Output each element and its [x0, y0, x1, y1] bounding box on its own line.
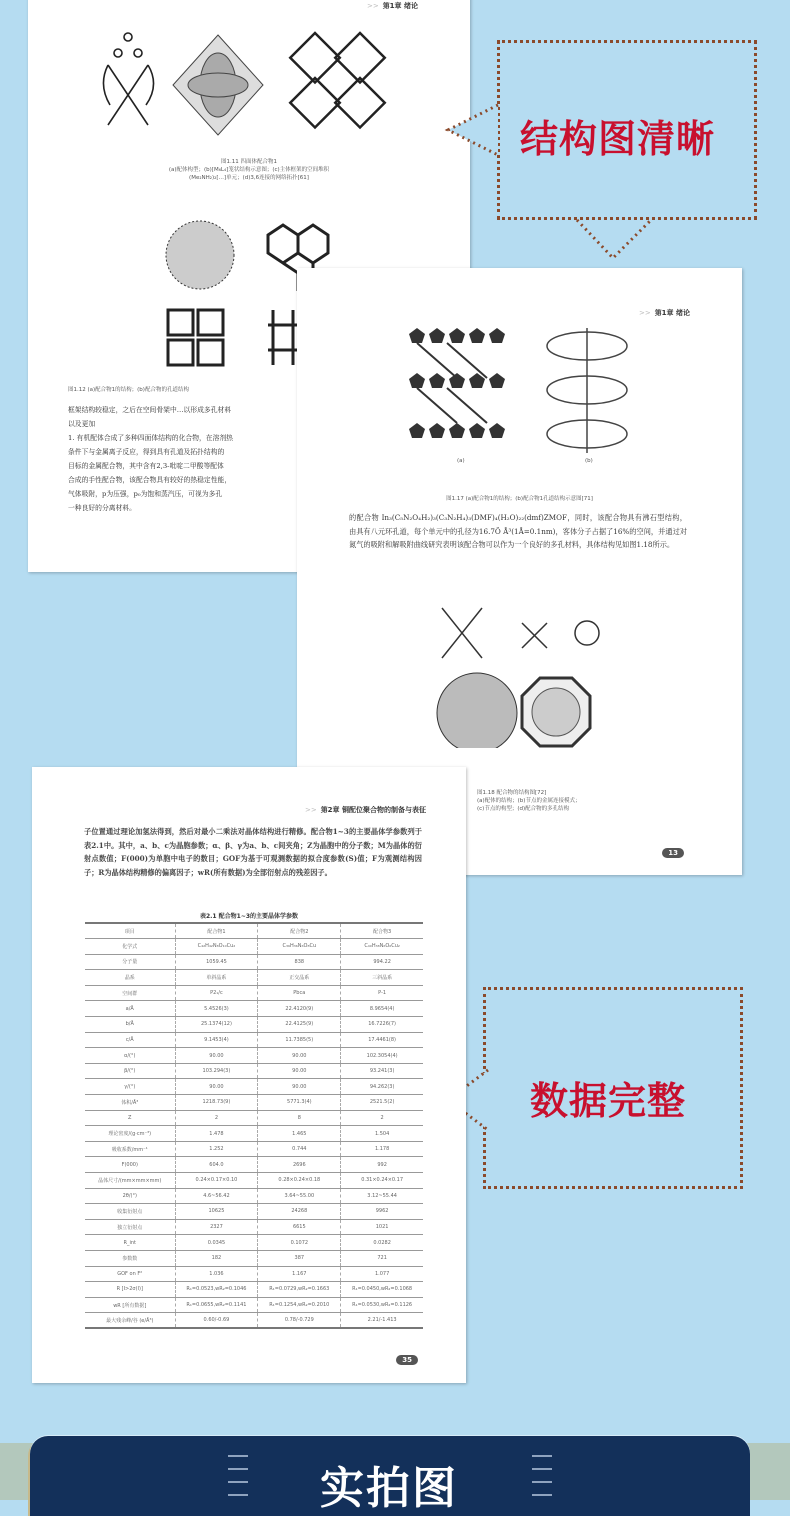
table-cell: 0.28×0.24×0.18	[258, 1173, 341, 1189]
structure-figure	[88, 25, 408, 145]
table-cell: 90.00	[258, 1079, 341, 1095]
table-cell: 3.12~55.44	[341, 1188, 423, 1204]
page-number: 35	[396, 1355, 418, 1365]
table-cell: 838	[258, 954, 341, 970]
table-row	[85, 954, 423, 970]
table-cell: 16.7226(7)	[341, 1017, 423, 1033]
table-cell: GOF on F²	[85, 1266, 175, 1282]
table-cell: 22.4120(9)	[258, 1001, 341, 1017]
table-cell: a/Å	[85, 1001, 175, 1017]
table-cell: 9962	[341, 1204, 423, 1220]
table-cell: 90.00	[175, 1079, 258, 1095]
table-cell: 化学式	[85, 939, 175, 955]
table-header-cell: 配合物1	[175, 923, 258, 939]
table-cell: 90.00	[258, 1048, 341, 1064]
table-row	[85, 1266, 423, 1282]
table-cell: R [I>2σ(I)]	[85, 1282, 175, 1298]
table-row	[85, 1110, 423, 1126]
banner-decor-right	[532, 1446, 552, 1500]
table-cell: 93.241(3)	[341, 1063, 423, 1079]
banner-decor-left	[228, 1446, 248, 1500]
table-cell: R_int	[85, 1235, 175, 1251]
table-row	[85, 1219, 423, 1235]
table-row	[85, 1297, 423, 1313]
table-cell: 1059.45	[175, 954, 258, 970]
table-cell: 994.22	[341, 954, 423, 970]
body-text: 框架结构较稳定，之后在空间骨架中…以形成多孔材料 以及更加 1. 有机配体合成了多种四面体结构的化合物，在溶剂热 条件下与金属离子反应，得到具有孔道及拓扑结构的 目标的金属配合物，其中含有2,3-吡啶二甲酸等配体 合成的手性配合物，该配合物具有较好的热稳定性能， 气体吸附，p为压强，p₀为饱和蒸汽压，可视为多孔 一种良好的分离材料。	[68, 406, 233, 512]
table-cell: 0.744	[258, 1141, 341, 1157]
table-cell: 25.1374(12)	[175, 1017, 258, 1033]
callout-pointer	[440, 100, 500, 160]
table-cell: 182	[175, 1250, 258, 1266]
table-cell: 1.504	[341, 1126, 423, 1142]
table-cell: 5771.3(4)	[258, 1095, 341, 1111]
table-cell: 3.64~55.00	[258, 1188, 341, 1204]
table-cell: 1.077	[341, 1266, 423, 1282]
table-cell: 992	[341, 1157, 423, 1173]
table-cell: 22.4125(9)	[258, 1017, 341, 1033]
table-cell: 1.478	[175, 1126, 258, 1142]
table-cell: 1.036	[175, 1266, 258, 1282]
crystal-data-table	[85, 922, 423, 1329]
table-cell: P-1	[341, 985, 423, 1001]
book-page-3	[32, 767, 466, 1383]
table-row	[85, 985, 423, 1001]
table-cell: 103.294(3)	[175, 1063, 258, 1079]
table-cell: 1021	[341, 1219, 423, 1235]
table-cell: R₁=0.0523,wR₂=0.1046	[175, 1282, 258, 1298]
figure-caption: 图1.17 (a)配合物1的结构；(b)配合物1孔道结构示意图[71]	[446, 496, 593, 502]
table-row	[85, 1235, 423, 1251]
table-title: 表2.1 配合物1~3的主要晶体学参数	[199, 913, 299, 920]
figure-caption: 图1.11 四面体配合物1 (a)配体构型；(b)[M₆L₄]笼状结构示意图；(c)主体框架的空间堆积 (Me₂NH₂)₂[…]单元；(d)3,6连接的网络拓扑[61]	[168, 159, 330, 181]
table-cell: 分子量	[85, 954, 175, 970]
table-cell: 2327	[175, 1219, 258, 1235]
table-cell: 17.4461(8)	[341, 1032, 423, 1048]
table-cell: 2θ/(°)	[85, 1188, 175, 1204]
figure-label-b: (b)	[585, 458, 593, 464]
table-header-cell: 配合物3	[341, 923, 423, 939]
table-row	[85, 1017, 423, 1033]
table-cell: 0.0282	[341, 1235, 423, 1251]
table-row	[85, 1141, 423, 1157]
table-cell: 0.0345	[175, 1235, 258, 1251]
table-cell: 90.00	[258, 1063, 341, 1079]
table-cell: 94.262(3)	[341, 1079, 423, 1095]
table-row	[85, 1157, 423, 1173]
table-cell: 0.31×0.24×0.17	[341, 1173, 423, 1189]
table-cell: 0.1072	[258, 1235, 341, 1251]
table-cell: c/Å	[85, 1032, 175, 1048]
callout-data-text: 数据完整	[530, 1079, 687, 1123]
table-cell: 90.00	[175, 1048, 258, 1064]
table-cell: wR [所有数据]	[85, 1297, 175, 1313]
table-cell: 8.9654(4)	[341, 1001, 423, 1017]
table-cell: R₁=0.0530,wR₂=0.1126	[341, 1297, 423, 1313]
table-cell: γ/(°)	[85, 1079, 175, 1095]
table-cell: F(000)	[85, 1157, 175, 1173]
table-row	[85, 1126, 423, 1142]
body-text: 子位置通过理论加氢法得到，然后对最小二乘法对晶体结构进行精修。配合物1~3的主要晶体学参数列于表2.1中。其中，a、b、c为晶胞参数；α、β、γ为a、b、c间夹角；Z为晶胞中的分子数；M为晶体的衍射点数值；F(000)为单胞中电子的数目；GOF为基于可观测数据的拟合度参数(S)值；F为观测结构因子；R为晶体结构精修的偏离因子；wR(所有数据)为全部衍射点的残差因子。	[84, 827, 422, 877]
table-row	[85, 1032, 423, 1048]
table-cell: 4.6~56.42	[175, 1188, 258, 1204]
table-row	[85, 1313, 423, 1329]
table-cell: 理论密度/(g·cm⁻³)	[85, 1126, 175, 1142]
table-cell: 0.24×0.17×0.10	[175, 1173, 258, 1189]
table-row	[85, 1282, 423, 1298]
table-row	[85, 939, 423, 955]
table-cell: 独立衍射点	[85, 1219, 175, 1235]
table-cell: 0.60/-0.69	[175, 1313, 258, 1329]
table-cell: C₄₀H₃₈N₆O₆Cu₂	[341, 939, 423, 955]
table-cell: b/Å	[85, 1017, 175, 1033]
table-row	[85, 1188, 423, 1204]
table-row	[85, 970, 423, 986]
table-cell: P2₁/c	[175, 985, 258, 1001]
figure-caption-2: 图1.18 配合物的结构图[72] (a)配体的结构；(b)节点的金属连接模式； (c)节点的构型；(d)配合物的多孔结构	[477, 790, 581, 812]
table-cell: Pbca	[258, 985, 341, 1001]
table-cell: 8	[258, 1110, 341, 1126]
table-cell: C₃₆H₃₆N₆O₈Cu	[258, 939, 341, 955]
complex-figure	[432, 598, 732, 748]
table-cell: 604.0	[175, 1157, 258, 1173]
table-cell: 收集衍射点	[85, 1204, 175, 1220]
table-cell: β/(°)	[85, 1063, 175, 1079]
table-cell: 1.178	[341, 1141, 423, 1157]
table-header-cell: 项目	[85, 923, 175, 939]
table-header-cell: 配合物2	[258, 923, 341, 939]
table-cell: 三斜晶系	[341, 970, 423, 986]
table-cell: R₁=0.1254,wR₂=0.2010	[258, 1297, 341, 1313]
table-row	[85, 1079, 423, 1095]
page-header: >> 第2章 铜配位聚合物的制备与表征	[304, 806, 426, 814]
table-cell: 吸收系数/mm⁻¹	[85, 1141, 175, 1157]
table-cell: 6615	[258, 1219, 341, 1235]
table-row	[85, 1095, 423, 1111]
table-cell: 体积/Å³	[85, 1095, 175, 1111]
table-cell: 单斜晶系	[175, 970, 258, 986]
table-cell: R₁=0.0450,wR₂=0.1068	[341, 1282, 423, 1298]
table-cell: α/(°)	[85, 1048, 175, 1064]
table-cell: 721	[341, 1250, 423, 1266]
callout-pointer-down	[575, 218, 655, 263]
table-cell: R₁=0.0729,wR₂=0.1663	[258, 1282, 341, 1298]
table-header-row	[85, 923, 423, 939]
page-header: >> 第1章 绪论	[366, 2, 418, 10]
table-cell: 24268	[258, 1204, 341, 1220]
table-cell: 10625	[175, 1204, 258, 1220]
figure-label-a: (a)	[457, 458, 465, 464]
table-row	[85, 1173, 423, 1189]
table-row	[85, 1204, 423, 1220]
table-cell: 1.252	[175, 1141, 258, 1157]
body-text: 的配合物 In₃(C₅N₂O₄H₂)₃(C₃N₂H₄)₃(DMF)₄(H₂O)₂₂(dmf)ZMOF，同时，该配合物具有沸石型结构，由具有八元环孔道，每个单元中的孔径为16.7Ö Å³(1Å=0.1nm)，客体分子占据了16%的空间，并通过对氮气的吸附和解吸附曲线研究表明该配合物可以作为一个良好的多孔材料，具体结构见如图1.18所示。	[349, 513, 687, 549]
table-row	[85, 1063, 423, 1079]
table-row	[85, 1048, 423, 1064]
page-number: 13	[662, 848, 684, 858]
table-cell: 空间群	[85, 985, 175, 1001]
table-cell: 参数数	[85, 1250, 175, 1266]
table-cell: 102.3054(4)	[341, 1048, 423, 1064]
callout-structure-text: 结构图清晰	[520, 117, 716, 161]
table-cell: 1218.73(9)	[175, 1095, 258, 1111]
figure-caption-2: 图1.12 (a)配合物1的结构；(b)配合物的孔道结构	[68, 387, 189, 393]
table-cell: 2	[175, 1110, 258, 1126]
table-cell: Z	[85, 1110, 175, 1126]
table-cell: 晶体尺寸/(mm×mm×mm)	[85, 1173, 175, 1189]
table-cell: 晶系	[85, 970, 175, 986]
table-cell: 387	[258, 1250, 341, 1266]
banner-title: 实拍图	[320, 1463, 458, 1514]
table-cell: 1.465	[258, 1126, 341, 1142]
framework-figure	[407, 328, 647, 458]
table-cell: 9.1453(4)	[175, 1032, 258, 1048]
table-cell: 11.7385(5)	[258, 1032, 341, 1048]
table-cell: 0.78/-0.729	[258, 1313, 341, 1329]
table-cell: 5.4526(3)	[175, 1001, 258, 1017]
table-cell: R₁=0.0655,wR₂=0.1141	[175, 1297, 258, 1313]
table-cell: 最大残余峰/谷 (e/Å³)	[85, 1313, 175, 1329]
table-cell: C₄₂H₄₂N₈O₁₀Cu₂	[175, 939, 258, 955]
table-cell: 2521.5(2)	[341, 1095, 423, 1111]
table-cell: 正交晶系	[258, 970, 341, 986]
page-header: >> 第1章 绪论	[638, 309, 690, 317]
table-cell: 2696	[258, 1157, 341, 1173]
table-cell: 2.21/-1.413	[341, 1313, 423, 1329]
table-row	[85, 1250, 423, 1266]
table-cell: 1.167	[258, 1266, 341, 1282]
table-cell: 2	[341, 1110, 423, 1126]
table-row	[85, 1001, 423, 1017]
